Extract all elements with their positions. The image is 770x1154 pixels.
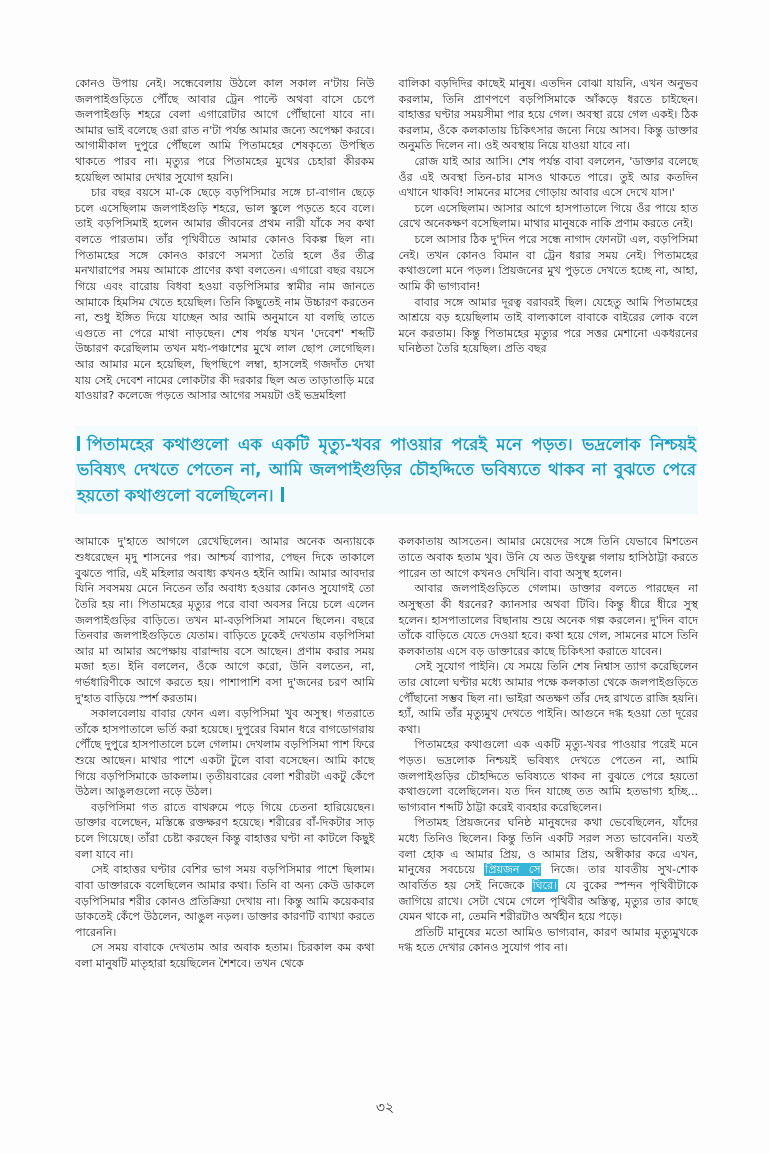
paragraph: চলে এসেছিলাম। আসার আগে হাসপাতালে গিয়ে ওঁর পায়ে হাত রেখে অনেকক্ষণ বসেছিলাম। মাথার মানুষকে নাকি প্রণাম করতে নেই। (398, 201, 698, 231)
highlighted-word: প্রিয়জন সে (485, 863, 541, 877)
pull-quote-text: পিতামহের কথাগুলো এক একটি মৃত্যু-খবর পাওয়ার পরেই মনে পড়ত। ভদ্রলোক নিশ্চয়ই ভবিষ্যৎ দেখতে পেতেন না, আমি জলপাইগুড়ির চৌহদ্দিতে ভবিষ্যতে থাকব না বুঝতে পেরে হয়তো কথাগুলো বলেছিলেন। (77, 434, 696, 505)
page-number: ৩২ (375, 1100, 395, 1116)
top-right-column (399, 76, 699, 404)
bottom-text-section (75, 534, 698, 971)
paragraph: সেই বাহাত্তর ঘণ্টার বেশির ভাগ সময় বড়পিসিমার পাশে ছিলাম। বাবা ডাক্তারকে বলেছিলেন আমার কথা। তিনি বা অন্য কেউ ডাকলে বড়পিসিমার শরীর কোনও প্রতিক্রিয়া দেখায় না। কিন্তু আমি কয়েকবার ডাকতেই কেঁপে উঠলেন, আঙুল নড়ল। ডাক্তার কারণটি ব্যাখ্যা করতে পারেননি। (75, 863, 375, 939)
paragraph: কোনও উপায় নেই। সন্ধেবেলায় উঠলে কাল সকাল ন'টায় নিউ জলপাইগুড়িতে পৌঁছে আবার ট্রেন পাল্টে অথবা বাসে চেপে জলপাইগুড়ি শহরে বেলা এগারোটার আগে পৌঁছানো যাবে না। আমার ভাই বলেছে ওরা রাত ন'টা পর্যন্ত আমার জন্যে অপেক্ষা করবে। আগামীকাল দুপুরে পৌঁছলে আমি পিতামহের শেষকৃত্যে উপস্থিত থাকতে পারব না। মৃত্যুর পরে পিতামহের মুখের চেহারা কীরকম হয়েছিল আমার দেখার সুযোগ হয়নি। (75, 77, 375, 184)
paragraph: বড়পিসিমা গত রাতে বাথরুমে পড়ে গিয়ে চেতনা হারিয়েছেন। ডাক্তার বলেছেন, মস্তিষ্কে রক্তক্ষরণ হয়েছে। শরীরের বাঁ-দিকটার সাড় চলে গিয়েছে। তাঁরা চেষ্টা করছেন কিন্তু বাহাত্তর ঘণ্টা না কাটলে কিছুই বলা যাবে না। (75, 800, 375, 861)
paragraph: কলকাতায় আসতেন। আমার মেয়েদের সঙ্গে তিনি যেভাবে মিশতেন তাতে অবাক হতাম খুব। উনি যে অত উৎফুল্ল গলায় হাসিঠাট্টা করতে পারেন তা আগে কখনও দেখিনি। বাবা অসুস্থ হলেন। (398, 535, 698, 580)
paragraph: চার বছর বয়সে মা-কে ছেড়ে বড়পিসিমার সঙ্গে চা-বাগান ছেড়ে চলে এসেছিলাম জলপাইগুড়ি শহরে, ভাল স্কুলে পড়তে হবে বলে। তাই বড়পিসিমাই হলেন আমার জীবনের প্রথম নারী যাঁকে সব কথা বলতে পারতাম। তাঁর পৃথিবীতে আমার কোনও বিকল্প ছিল না। পিতামহের সঙ্গে কোনও কারণে সমস্যা তৈরি হলে ওঁর তীব্র মনখারাপের সময় আমাকে প্রাণের কথা বলতেন। এগারো বছর বয়সে গিয়ে এবং বারোয় বিধবা হওয়া বড়পিসিমার স্বামীর নাম জানতে আমাকে হিমসিম খেতে হয়েছিল। তিনি কিছুতেই নাম উচ্চারণ করতেন না, শুধু ইঙ্গিত দিয়ে যাচ্ছেন আর আমি অনুমানে যা বলছি তাতে এগুতে না পেরে মাথা নাড়ছেন। শেষ পর্যন্ত যখন 'দেবেশ' শব্দটি উচ্চারণ করেছিলাম তখন মধ্য-পঞ্চাশের মুখে লাল ছোপ লেগেছিল। আর আমার মনে হয়েছিল, ছিপছিপে লম্বা, হাসলেই গজদাঁত দেখা যায় সেই দেবেশ নামের লোকটার কী দরকার ছিল অত তাড়াতাড়ি মরে যাওয়ার? কলেজে পড়তে আসার আগের সময়টা ওই ভদ্রমহিলা (75, 186, 375, 403)
paragraph: বাবার সঙ্গে আমার দূরত্ব বরাবরই ছিল। যেহেতু আমি পিতামহের আশ্রয়ে বড় হয়েছিলাম তাই বাল্যকালে বাবাকে বাইরের লোক বলে মনে করতাম। কিন্তু পিতামহের মৃত্যুর পরে সত্তর মেশানো একধরনের ঘনিষ্ঠতা তৈরি হয়েছিল। প্রতি বছর (398, 295, 698, 356)
paragraph: রোজ যাই আর আসি। শেষ পর্যন্ত বাবা বললেন, 'ডাক্তার বলেছে ওঁর এই অবস্থা তিন-চার মাসও থাকতে পারে। তুই আর কতদিন এখানে থাকবি! সামনের মাসের গোড়ায় আবার এসে দেখে যাস।' (398, 155, 698, 200)
paragraph: সে সময় বাবাকে দেখতাম আর অবাক হতাম। চিরকাল কম কথা বলা মানুষটি মাতৃহারা হয়েছিলেন শৈশবে। তখন থেকে (75, 941, 375, 970)
top-text-section (75, 76, 698, 404)
pull-quote (75, 426, 698, 515)
bottom-right-column (399, 534, 699, 971)
quote-start-bar-icon (77, 436, 80, 451)
paragraph: বালিকা বড়দিদির কাছেই মানুষ। এতদিন বোঝা যায়নি, এখন অনুভব করলাম, তিনি প্রাণপণে বড়পিসিমাকে আঁকড়ে ধরতে চাইছেন। বাহাত্তর ঘণ্টার সময়সীমা পার হয়ে গেল। অবস্থা রয়ে গেল একই। ঠিক করলাম, ওঁকে কলকাতায় চিকিৎসার জন্যে নিয়ে আসব। কিন্তু ডাক্তার অনুমতি দিলেন না। ওই অবস্থায় নিয়ে যাওয়া যাবে না। (398, 77, 698, 153)
paragraph: আবার জলপাইগুড়িতে গেলাম। ডাক্তার বলতে পারছেন না অসুস্থতা কী ধরনের? ক্যানসার অথবা টিবি। কিন্তু ধীরে ধীরে সুস্থ হলেন। হাসপাতালের বিছানায় শুয়ে অনেক গল্প করলেন। দু'দিন বাদে তাঁকে বাড়িতে যেতে দেওয়া হবে। কথা হয়ে গেল, সামনের মাসে তিনি কলকাতায় এসে বড় ডাক্তারের কাছে চিকিৎসা করাতে যাবেন। (398, 582, 698, 658)
paragraph: সেই সুযোগ পাইনি। যে সময়ে তিনি শেষ নিশ্বাস ত্যাগ করেছিলেন তার ষোলো ঘণ্টার মধ্যে আমার পক্ষে কলকাতা থেকে জলপাইগুড়িতে পৌঁছানো সম্ভব ছিল না। ভাইরা অতক্ষণ তাঁর দেহ রাখতে রাজি হয়নি। হ্যাঁ, আমি তাঁর মৃত্যুমুখ দেখতে পাইনি। আগুনে দগ্ধ হওয়া তো দূরের কথা। (398, 660, 698, 736)
paragraph: আমাকে দু'হাতে আগলে রেখেছিলেন। আমার অনেক অন্যায়কে শুধরেছেন মৃদু শাসনের পর। আশ্চর্য ব্যাপার, পেছন দিকে তাকালে বুঝতে পারি, এই মহিলার অবাধ্য কখনও হইনি আমি। আমার আবদার যিনি সবসময় মেনে নিতেন তাঁর অবাধ্য হওয়ার কোনও সুযোগই তো তৈরি হয় না। পিতামহের মৃত্যুর পরে বাবা অবসর নিয়ে চলে এলেন জলপাইগুড়ির বাড়িতে। তখন মা-বড়পিসিমা সামনে ছিলেন। বছরে তিনবার জলপাইগুড়িতে যেতাম। বাড়িতে ঢুকেই দেখতাম বড়পিসিমা আর মা আমার অপেক্ষায় বারান্দায় বসে আছেন। প্রণাম করার সময় মজা হত। ইনি বললেন, ওঁকে আগে করো, উনি বলতেন, না, গর্ভধারিণীকে আগে করতে হয়। পাশাপাশি বসা দু'জনের চরণ আমি দু'হাত বাড়িয়ে স্পর্শ করতাম। (75, 535, 375, 705)
paragraph: পিতামহের কথাগুলো এক একটি মৃত্যু-খবর পাওয়ার পরেই মনে পড়ত। ভদ্রলোক নিশ্চয়ই ভবিষ্যৎ দেখতে পেতেন না, আমি জলপাইগুড়ির চৌহদ্দিতে ভবিষ্যতে থাকব না বুঝতে পেরে হয়তো কথাগুলো বলেছিলেন। যত দিন যাচ্ছে তত আমি হতভাগ্য হচ্ছি... ভাগ্যবান শব্দটি ঠাট্টা করেই ব্যবহার করেছিলেন। (398, 738, 698, 814)
bottom-left-column (75, 534, 375, 971)
paragraph: পিতামহ প্রিয়জনের ঘনিষ্ঠ মানুষদের কথা ভেবেছিলেন, যাঁদের মধ্যে তিনিও ছিলেন। কিন্তু তিনি একটি সরল সত্য ভাবেননি। যতই বলা হোক এ আমার প্রিয়, ও আমার প্রিয়, অস্বীকার করে এখন, মানুষের সবচেয়ে প্রিয়জন সে নিজে। তার যাবতীয় সুখ-শোক আবর্তিত হয় সেই নিজেকে ঘিরে। যে বুকের স্পন্দন পৃথিবীটাকে জাগিয়ে রাখে। সেটা থেমে গেলে পৃথিবীর অস্তিত্ব, মৃত্যুর তার কাছে যেমন থাকে না, তেমনি শরীরটাও অর্থহীন হয়ে পড়ে। (398, 816, 698, 924)
paragraph: প্রতিটি মানুষের মতো আমিও ভাগ্যবান, কারণ আমার মৃত্যুমুখকে দগ্ধ হতে দেখার কোনও সুযোগ পাব না। (398, 925, 698, 955)
paragraph: সকালবেলায় বাবার ফোন এল। বড়পিসিমা খুব অসুস্থ। গতরাতে তাঁকে হাসপাতালে ভর্তি করা হয়েছে। দুপুরের বিমান ধরে বাগডোগরায় পৌঁছে দুপুরে হাসপাতালে চলে গেলাম। দেখলাম বড়পিসিমা পাশ ফিরে শুয়ে আছেন। মাথার পাশে একটা টুলে বাবা বসেছেন। আমি কাছে গিয়ে বড়পিসিমাকে ডাকলাম। তৃতীয়বারের বেলা শরীরটা একটু কেঁপে উঠল। আঙুলগুলো নড়ে উঠল। (75, 707, 375, 799)
paragraph: চলে আসার ঠিক দু'দিন পরে সন্ধে নাগাদ ফোনটা এল, বড়পিসিমা নেই। তখন কোনও বিমান বা ট্রেন ধরার সময় নেই। পিতামহের কথাগুলো মনে পড়ল। প্রিয়জনের মুখ পুড়তে দেখতে হচ্ছে না, আহা, আমি কী ভাগ্যবান! (398, 233, 698, 293)
quote-end-bar-icon (281, 487, 284, 502)
highlighted-word: ঘিরে। (532, 878, 557, 892)
top-left-column (75, 76, 375, 404)
